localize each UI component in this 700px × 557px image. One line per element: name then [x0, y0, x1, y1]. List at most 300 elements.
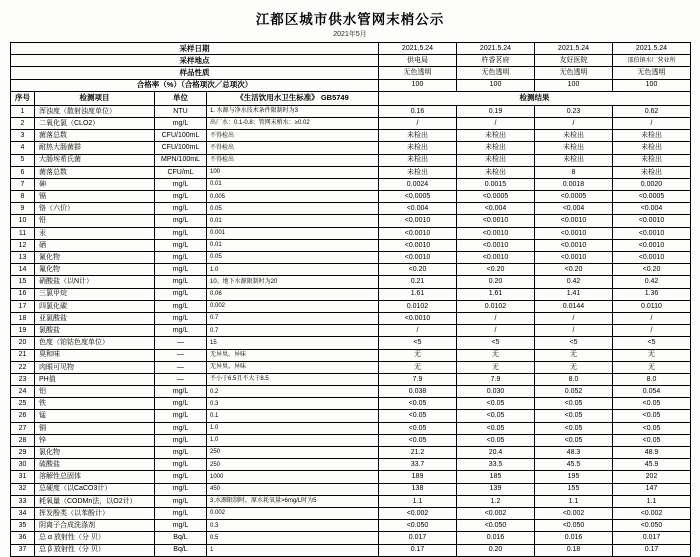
row-item-name: 二氧化氯（CLO2） [35, 117, 155, 129]
row-result-3: 1.1 [535, 495, 613, 507]
row-result-4: <0.002 [613, 507, 691, 519]
row-result-3: / [535, 117, 613, 129]
row-unit: mg/L [155, 398, 207, 410]
row-result-3: 无 [535, 349, 613, 361]
row-result-2: 20.4 [457, 447, 535, 459]
table-row [11, 178, 691, 190]
table-row [11, 312, 691, 324]
row-standard: 10。地下水源限制时为20 [207, 276, 379, 288]
row-result-3: <0.002 [535, 507, 613, 519]
row-result-1: 1.1 [379, 495, 457, 507]
row-result-1: 无 [379, 361, 457, 373]
row-result-3: <0.0005 [535, 191, 613, 203]
row-unit: mg/L [155, 520, 207, 532]
row-item-name: 三氯甲烷 [35, 288, 155, 300]
water-quality-table [10, 42, 691, 557]
page-title: 江都区城市供水管网末梢公示 [255, 12, 445, 27]
table-header-row [11, 91, 691, 105]
table-row [11, 361, 691, 373]
row-result-4: <0.05 [613, 434, 691, 446]
row-result-3: 195 [535, 471, 613, 483]
pass-rate-2: 100 [457, 79, 535, 91]
sample-location-2: 杵香茗府 [457, 55, 535, 67]
row-result-4: 未检出 [613, 154, 691, 166]
row-result-3: <0.20 [535, 264, 613, 276]
table-row [11, 434, 691, 446]
row-item-name: 铜 [35, 422, 155, 434]
row-result-1: 138 [379, 483, 457, 495]
row-result-2: <0.002 [457, 507, 535, 519]
sample-date-3: 2021.5.24 [535, 43, 613, 55]
row-result-4: 8.0 [613, 373, 691, 385]
row-result-3: 未检出 [535, 130, 613, 142]
row-result-2: 0.030 [457, 386, 535, 398]
row-standard: 0.01 [207, 178, 379, 190]
table-row-sample-location [11, 55, 691, 67]
row-unit: — [155, 349, 207, 361]
header-label-sample-date: 采样日期 [11, 43, 379, 55]
column-header-index: 序号 [11, 91, 35, 105]
row-item-name: 肉眼可见物 [35, 361, 155, 373]
row-unit: mg/L [155, 495, 207, 507]
row-standard: 无异臭、异味 [207, 349, 379, 361]
row-result-1: <0.050 [379, 520, 457, 532]
table-row [11, 471, 691, 483]
row-result-1: <0.002 [379, 507, 457, 519]
row-result-1: 0.17 [379, 544, 457, 556]
row-result-4: 147 [613, 483, 691, 495]
row-standard: 0.01 [207, 239, 379, 251]
sample-date-1: 2021.5.24 [379, 43, 457, 55]
row-result-1: 0.0024 [379, 178, 457, 190]
row-unit: Bq/L [155, 532, 207, 544]
table-row [11, 105, 691, 117]
row-result-2: 1.61 [457, 288, 535, 300]
row-index: 32 [11, 483, 35, 495]
row-result-4: <0.0010 [613, 215, 691, 227]
row-result-2: <0.0010 [457, 239, 535, 251]
table-row-pass-rate [11, 79, 691, 91]
row-unit: mg/L [155, 312, 207, 324]
row-unit: mg/L [155, 252, 207, 264]
row-index: 35 [11, 520, 35, 532]
row-result-3: <0.05 [535, 398, 613, 410]
row-result-1: <0.0010 [379, 252, 457, 264]
row-item-name: 臭和味 [35, 349, 155, 361]
row-result-4: <0.0005 [613, 191, 691, 203]
row-result-3: <0.0010 [535, 227, 613, 239]
row-standard: 250 [207, 447, 379, 459]
table-row [11, 166, 691, 178]
row-standard: 无异臭、异味 [207, 361, 379, 373]
row-index: 12 [11, 239, 35, 251]
table-row [11, 252, 691, 264]
row-result-4: 0.0020 [613, 178, 691, 190]
row-result-1: 0.017 [379, 532, 457, 544]
table-row [11, 447, 691, 459]
row-result-4: 1.1 [613, 495, 691, 507]
row-index: 6 [11, 166, 35, 178]
row-standard: 1 [207, 544, 379, 556]
row-result-4: 0.054 [613, 386, 691, 398]
row-standard: 0.05 [207, 252, 379, 264]
row-index: 18 [11, 312, 35, 324]
row-result-1: <0.05 [379, 410, 457, 422]
row-index: 7 [11, 178, 35, 190]
table-row [11, 325, 691, 337]
row-standard: 0.005 [207, 191, 379, 203]
row-standard: 0.1 [207, 410, 379, 422]
row-result-3: 未检出 [535, 154, 613, 166]
row-item-name: 挥发酚类（以苯酚计） [35, 507, 155, 519]
row-result-1: <5 [379, 337, 457, 349]
row-result-2: / [457, 325, 535, 337]
table-row [11, 349, 691, 361]
row-index: 11 [11, 227, 35, 239]
row-result-3: 8.0 [535, 373, 613, 385]
table-row [11, 142, 691, 154]
row-result-2: 33.5 [457, 459, 535, 471]
row-result-4: 202 [613, 471, 691, 483]
table-row [11, 507, 691, 519]
table-row [11, 386, 691, 398]
row-result-3: / [535, 312, 613, 324]
row-result-1: <0.0005 [379, 191, 457, 203]
table-row [11, 459, 691, 471]
row-item-name: 氯化物 [35, 447, 155, 459]
header-label-sample-location: 采样地点 [11, 55, 379, 67]
row-result-1: 189 [379, 471, 457, 483]
row-unit: mg/L [155, 471, 207, 483]
row-standard: 0.01 [207, 215, 379, 227]
row-result-1: <0.20 [379, 264, 457, 276]
row-result-2: <5 [457, 337, 535, 349]
table-row [11, 264, 691, 276]
row-unit: — [155, 337, 207, 349]
row-unit: mg/L [155, 178, 207, 190]
row-standard: 0.7 [207, 312, 379, 324]
row-result-3: 155 [535, 483, 613, 495]
row-unit: Bq/L [155, 544, 207, 556]
pass-rate-3: 100 [535, 79, 613, 91]
column-header-item: 检测项目 [35, 91, 155, 105]
row-result-2: <0.0010 [457, 215, 535, 227]
row-result-3: <0.05 [535, 434, 613, 446]
row-unit: — [155, 361, 207, 373]
row-result-1: <0.004 [379, 203, 457, 215]
row-result-4: <0.0010 [613, 252, 691, 264]
row-result-1: <0.0010 [379, 239, 457, 251]
row-item-name: 硝酸盐（以N计） [35, 276, 155, 288]
row-result-4: 0.42 [613, 276, 691, 288]
row-item-name: 耐热大肠菌群 [35, 142, 155, 154]
row-result-3: <0.05 [535, 422, 613, 434]
row-result-3: 0.052 [535, 386, 613, 398]
row-unit: mg/L [155, 117, 207, 129]
row-item-name: 耗氧量（CODMn法，以O2计） [35, 495, 155, 507]
row-result-2: 0.0015 [457, 178, 535, 190]
row-standard: 0.06 [207, 288, 379, 300]
row-item-name: 汞 [35, 227, 155, 239]
row-index: 14 [11, 264, 35, 276]
row-result-4: 0.017 [613, 532, 691, 544]
row-result-2: <0.004 [457, 203, 535, 215]
row-index: 28 [11, 434, 35, 446]
row-result-4: 0.62 [613, 105, 691, 117]
row-result-1: <0.05 [379, 422, 457, 434]
row-result-1: 21.2 [379, 447, 457, 459]
table-body [11, 105, 691, 556]
row-result-1: <0.05 [379, 398, 457, 410]
pass-rate-4: 100 [613, 79, 691, 91]
row-result-3: 0.0144 [535, 300, 613, 312]
row-item-name: 砷 [35, 178, 155, 190]
table-row [11, 117, 691, 129]
row-index: 29 [11, 447, 35, 459]
row-result-1: 0.038 [379, 386, 457, 398]
row-result-4: <0.0010 [613, 239, 691, 251]
row-unit: NTU [155, 105, 207, 117]
row-index: 16 [11, 288, 35, 300]
row-standard: 0.05 [207, 203, 379, 215]
row-result-2: 未检出 [457, 130, 535, 142]
row-standard: 0.002 [207, 300, 379, 312]
row-result-1: <0.0010 [379, 215, 457, 227]
row-index: 27 [11, 422, 35, 434]
row-unit: mg/L [155, 459, 207, 471]
row-result-4: <0.05 [613, 398, 691, 410]
row-standard: 100 [207, 166, 379, 178]
row-index: 22 [11, 361, 35, 373]
row-unit: mg/L [155, 276, 207, 288]
row-item-name: 总硬度（以CaCO3计） [35, 483, 155, 495]
row-index: 4 [11, 142, 35, 154]
row-result-2: 0.20 [457, 544, 535, 556]
table-row [11, 520, 691, 532]
row-standard: 不得检出 [207, 154, 379, 166]
sample-location-4: 邵伯镇水厂营业所 [613, 55, 691, 67]
table-row-sample-property [11, 67, 691, 79]
row-result-2: 未检出 [457, 166, 535, 178]
row-standard: 450 [207, 483, 379, 495]
row-result-2: <0.0010 [457, 227, 535, 239]
row-unit: mg/L [155, 227, 207, 239]
row-result-4: <0.0010 [613, 227, 691, 239]
row-result-2: / [457, 117, 535, 129]
sample-date-4: 2021.5.24 [613, 43, 691, 55]
row-standard: 250 [207, 459, 379, 471]
row-result-3: 0.23 [535, 105, 613, 117]
row-standard: 出厂水：0.1-0.8；管网末梢水：≥0.02 [207, 117, 379, 129]
row-result-3: 45.5 [535, 459, 613, 471]
row-standard: 不得检出 [207, 142, 379, 154]
row-index: 5 [11, 154, 35, 166]
page-subtitle: 2021年5月 [333, 31, 367, 38]
row-unit: mg/L [155, 422, 207, 434]
row-unit: mg/L [155, 434, 207, 446]
row-result-4: 0.0110 [613, 300, 691, 312]
table-row [11, 215, 691, 227]
row-item-name: 菌落总数 [35, 166, 155, 178]
row-result-4: 未检出 [613, 166, 691, 178]
row-result-3: 0.42 [535, 276, 613, 288]
row-index: 8 [11, 191, 35, 203]
row-index: 37 [11, 544, 35, 556]
row-result-1: <0.05 [379, 434, 457, 446]
row-result-4: <0.20 [613, 264, 691, 276]
row-result-4: <0.004 [613, 203, 691, 215]
row-standard: 0.3 [207, 520, 379, 532]
row-result-2: 未检出 [457, 154, 535, 166]
row-result-3: 48.3 [535, 447, 613, 459]
header-label-pass-rate: 合格率（%）（合格项次／总项次） [11, 79, 379, 91]
row-standard: 0.001 [207, 227, 379, 239]
row-index: 33 [11, 495, 35, 507]
row-result-4: 45.9 [613, 459, 691, 471]
row-standard: 1. 水源与净水技术条件限制时为3 [207, 105, 379, 117]
row-result-2: <0.05 [457, 434, 535, 446]
row-result-4: <0.05 [613, 410, 691, 422]
row-result-2: 无 [457, 349, 535, 361]
table-row [11, 410, 691, 422]
row-result-3: <0.004 [535, 203, 613, 215]
column-header-unit: 单位 [155, 91, 207, 105]
row-unit: mg/L [155, 325, 207, 337]
row-result-2: 185 [457, 471, 535, 483]
row-result-4: 1.36 [613, 288, 691, 300]
row-result-2: 0.19 [457, 105, 535, 117]
row-result-2: <0.05 [457, 422, 535, 434]
row-unit: MPN/100mL [155, 154, 207, 166]
row-standard: 15 [207, 337, 379, 349]
row-standard: 0.3 [207, 398, 379, 410]
table-row-sample-date [11, 43, 691, 55]
row-item-name: 总 β 放射性（分 贝） [35, 544, 155, 556]
row-item-name: 阴离子合成洗涤剂 [35, 520, 155, 532]
row-index: 21 [11, 349, 35, 361]
row-result-1: 0.21 [379, 276, 457, 288]
column-header-standard: 《生活饮用水卫生标准》 GB5749 [207, 91, 379, 105]
column-header-result: 检测结果 [379, 91, 691, 105]
row-result-1: 33.7 [379, 459, 457, 471]
row-result-1: / [379, 117, 457, 129]
row-result-3: <0.0010 [535, 252, 613, 264]
row-index: 36 [11, 532, 35, 544]
row-unit: mg/L [155, 288, 207, 300]
row-index: 17 [11, 300, 35, 312]
table-row [11, 288, 691, 300]
table-row [11, 154, 691, 166]
row-standard: 3,水源限制时，原水耗氧量>6mg/L时为5 [207, 495, 379, 507]
table-row [11, 422, 691, 434]
row-unit: mg/L [155, 203, 207, 215]
header-label-sample-property: 样品性质 [11, 67, 379, 79]
row-index: 26 [11, 410, 35, 422]
row-result-1: 无 [379, 349, 457, 361]
table-row [11, 276, 691, 288]
row-item-name: 氰化物 [35, 252, 155, 264]
row-item-name: 铬（六价） [35, 203, 155, 215]
row-result-2: <0.0005 [457, 191, 535, 203]
row-index: 25 [11, 398, 35, 410]
sample-property-2: 无色透明 [457, 67, 535, 79]
row-result-2: 0.20 [457, 276, 535, 288]
row-result-2: 7.9 [457, 373, 535, 385]
row-index: 2 [11, 117, 35, 129]
row-standard: 1.0 [207, 422, 379, 434]
row-result-2: 0.0102 [457, 300, 535, 312]
table-row [11, 191, 691, 203]
row-result-3: <0.0010 [535, 215, 613, 227]
row-standard: 0.2 [207, 386, 379, 398]
row-result-3: <0.05 [535, 410, 613, 422]
row-result-1: 0.16 [379, 105, 457, 117]
row-item-name: 铅 [35, 215, 155, 227]
row-result-3: 未检出 [535, 142, 613, 154]
row-result-3: <5 [535, 337, 613, 349]
row-index: 9 [11, 203, 35, 215]
row-item-name: 色度（铂钴色度单位） [35, 337, 155, 349]
row-index: 20 [11, 337, 35, 349]
sample-date-2: 2021.5.24 [457, 43, 535, 55]
row-index: 34 [11, 507, 35, 519]
table-row [11, 130, 691, 142]
table-row [11, 544, 691, 556]
row-result-4: <0.05 [613, 422, 691, 434]
row-unit: mg/L [155, 215, 207, 227]
sample-property-3: 无色透明 [535, 67, 613, 79]
row-result-2: 139 [457, 483, 535, 495]
row-index: 1 [11, 105, 35, 117]
row-item-name: 铁 [35, 398, 155, 410]
table-row [11, 300, 691, 312]
row-result-4: <0.050 [613, 520, 691, 532]
row-result-2: 0.016 [457, 532, 535, 544]
row-result-4: 无 [613, 361, 691, 373]
row-index: 31 [11, 471, 35, 483]
row-item-name: 总 α 放射性（分 贝） [35, 532, 155, 544]
row-result-2: 无 [457, 361, 535, 373]
row-result-3: / [535, 325, 613, 337]
row-unit: CFU/100mL [155, 142, 207, 154]
row-result-1: 未检出 [379, 166, 457, 178]
row-item-name: 硒 [35, 239, 155, 251]
row-result-1: 0.0102 [379, 300, 457, 312]
row-result-3: <0.050 [535, 520, 613, 532]
row-standard: 0.7 [207, 325, 379, 337]
row-standard: 不小于6.5且不大于8.5 [207, 373, 379, 385]
row-unit: mg/L [155, 191, 207, 203]
row-result-2: <0.05 [457, 398, 535, 410]
row-unit: — [155, 373, 207, 385]
row-unit: mg/L [155, 410, 207, 422]
row-result-3: 0.18 [535, 544, 613, 556]
row-result-4: <5 [613, 337, 691, 349]
row-result-2: <0.0010 [457, 252, 535, 264]
row-item-name: 硫酸盐 [35, 459, 155, 471]
row-result-4: / [613, 117, 691, 129]
row-index: 3 [11, 130, 35, 142]
table-row [11, 337, 691, 349]
row-item-name: 锌 [35, 434, 155, 446]
row-item-name: 亚氯酸盐 [35, 312, 155, 324]
row-item-name: 大肠埃希氏菌 [35, 154, 155, 166]
row-unit: CFU/mL [155, 166, 207, 178]
row-result-1: 未检出 [379, 154, 457, 166]
table-row [11, 373, 691, 385]
row-result-4: 无 [613, 349, 691, 361]
row-item-name: 氯酸盐 [35, 325, 155, 337]
